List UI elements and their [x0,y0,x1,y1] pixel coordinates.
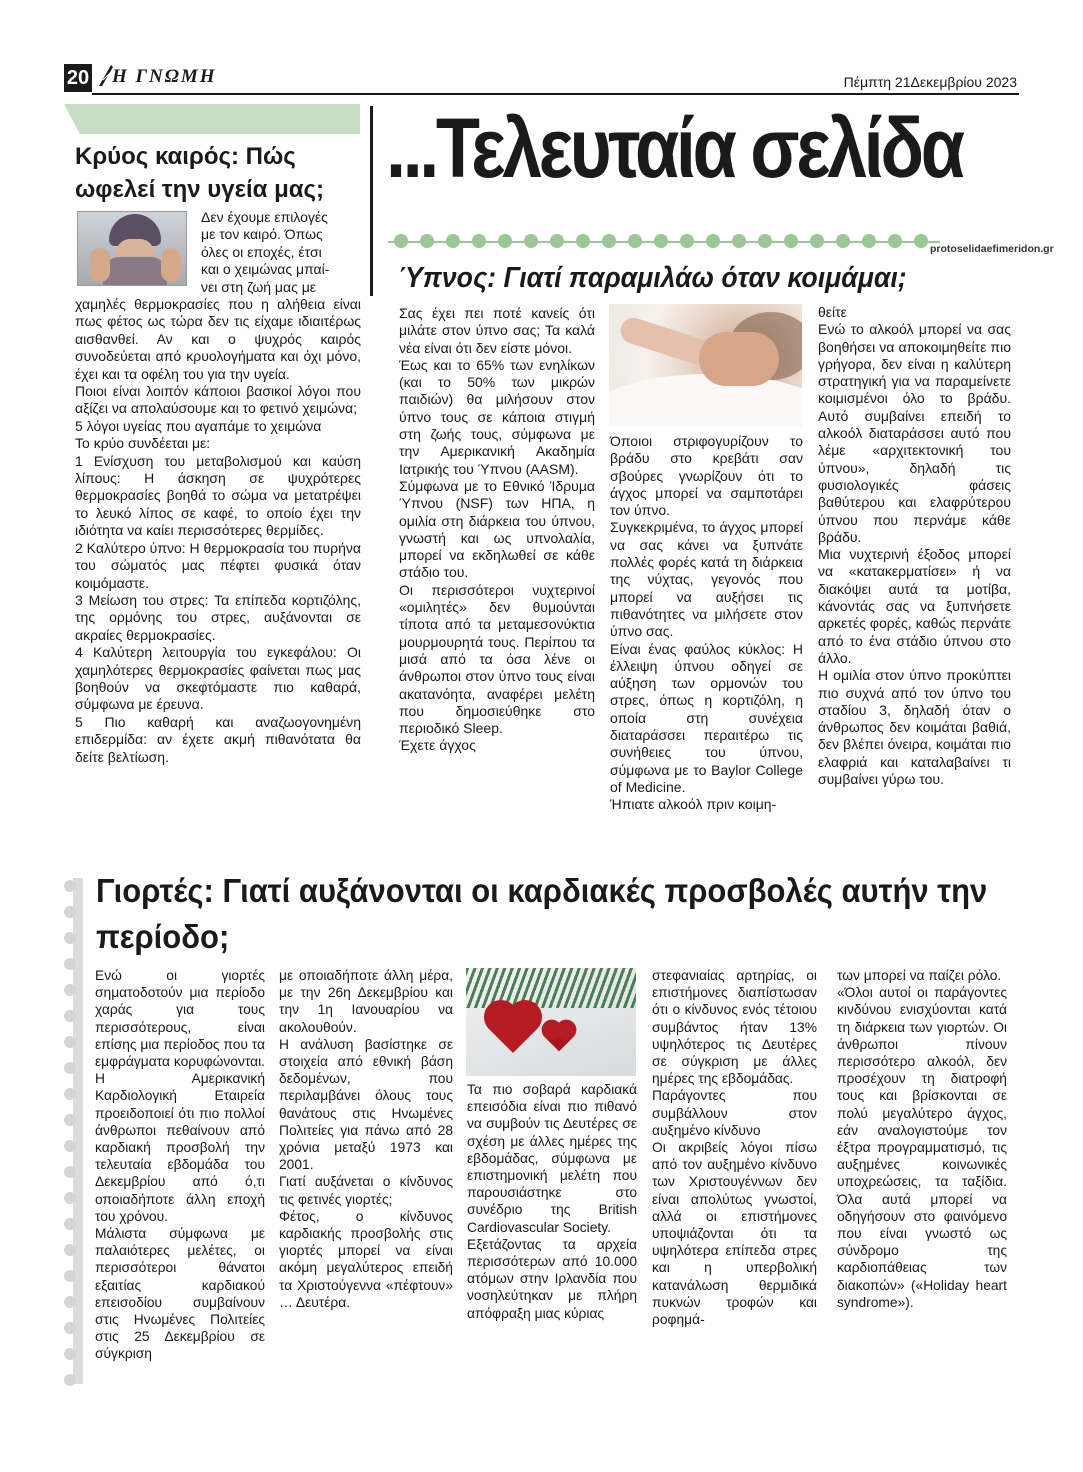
article-heart-col1: Ενώ οι γιορτές σηματοδοτούν μια περίοδο χαράς για τους περισσότερους, είναι επίσης μια περίοδος που τα εμφράγματα κορυφώνονται. Η Αμερικανική Καρδιολογική Εταιρεία προειδοποιεί ότι πιο πολλοί άνθρωποι πεθαίνουν από καρδιακή προσβολή την τελευταία εβδομάδα του Δεκεμβρίου από ό,τι οποιαδήποτε άλλη εποχή του χρόνου. Μάλιστα σύμφωνα με παλαιότερες μελέτες, οι περισσότεροι θάνατοι εξαιτίας καρδιακού επεισοδίου συμβαίνουν στις Ηνωμένες Πολιτείες στις 25 Δεκεμβρίου σε σύγκριση [95,968,265,1362]
article-heart-col5: των μπορεί να παίζει ρόλο. «Όλοι αυτοί οι παράγοντες κινδύνου ενισχύονται κατά τη διάρκεια των γιορτών. Οι άνθρωποι πίνουν περισσότερο αλκοόλ, δεν προσέχουν τη διατροφή τους και βρίσκονται σε πολύ μεγαλύτερο άγχος, εάν αναλογιστούμε τον έξτρα προγραμματισμό, τις αυξημένες κοινωνικές υποχρεώσεις, τα ταξίδια. Όλα αυτά μπορεί να οδηγήσουν στο φαινόμενο που είναι γνωστό ως σύνδρομο της καρδιοπάθειας των διακοπών» («Holiday heart syndrome»). [837,968,1007,1310]
article-sleep-col3: θείτε Ενώ το αλκοόλ μπορεί να σας βοηθήσει να αποκοιμηθείτε πιο γρήγορα, δεν είναι η καλύτερη στρατηγική για να παραμείνετε κοιμισμένοι όλο το βράδυ. Αυτό συμβαίνει επειδή το αλκοόλ διαταράσσει αυτό που λέμε «αρχιτεκτονική του ύπνου», δηλαδή τις φυσιολογικές φάσεις βαθύτερου και ελαφρύτερου ύπνου που περνάμε κάθε βράδυ. Μια νυχτερινή έξοδος μπορεί να «κατακερματίσει» ή να διακόψει αυτά τα μοτίβα, κάνοντάς σας να ξυπνήσετε αρκετές φορές, καθώς περνάτε από το ένα στάδιο ύπνου στο άλλο. Η ομιλία στον ύπνο προκύπτει πιο συχνά από τον ύπνο του σταδίου 3, δηλαδή όταν ο άνθρωπος δεν κοιμάται βαθιά, δεν βλέπει όνειρα, κοιμάται πιο ελαφριά και καταλαβαίνει τι συμβαίνει γύρω του. [818,304,1011,788]
side-decorative-dots [64,880,78,1390]
article-cold-intro: Δεν έχουμε επιλογές με τον καιρό. Όπως όλες οι εποχές, έτσι και ο χειμώνας μπαί- νει στη ζωή μας με [201,209,330,295]
header-rule [92,93,1019,95]
woman-in-winter-hat-photo [77,211,187,286]
article-title-cold: Κρύος καιρός: Πώς ωφελεί την υγεία μας; [75,143,324,203]
article-heart-col2: με οποιαδήποτε άλλη μέρα, με την 26η Δεκεμβρίου και την 1η Ιανουαρίου να ακολουθούν. Η ανάλυση βασίστηκε σε στοιχεία από εθνική βάση δεδομένων, που περιλαμβάνει όλους τους θανάτους στις Ηνωμένες Πολιτείες για πάνω από 28 χρόνια μεταξύ 1973 και 2001. Γιατί αυξάνεται ο κίνδυνος τις φετινές γιορτές; Φέτος, ο κίνδυνος καρδιακής προσβολής στις γιορτές μπορεί να είναι ακόμη μεγαλύτερος επειδή τα Χριστούγεννα «πέφτουν» … Δευτέρα. [279,968,453,1310]
article-heart-col4: στεφανιαίας αρτηρίας, οι επιστήμονες διαπίστωσαν ότι ο κίνδυνος ενός τέτοιου συμβάντος ήταν 13% υψηλότερος τις Δευτέρες σε σύγκριση με άλλες ημέρες της εβδομάδας. Παράγοντες που συμβάλλουν στον αυξημένο κίνδυνο Οι ακριβείς λόγοι πίσω από τον αυξημένο κίνδυνο των Χριστουγέννων δεν είναι απολύτως γνωστοί, αλλά οι επιστήμονες υποψιάζονται ότι τα υψηλότερα επίπεδα στρες και η υπερβολική κατανάλωση θερμιδικά πυκνών τροφών και ροφημά- [652,968,817,1328]
sleeping-woman-photo [609,304,802,427]
article-sleep-col2: Όποιοι στριφογυρίζουν το βράδυ στο κρεβάτι σαν σβούρες γνωρίζουν ότι το άγχος μπορεί να σαμποτάρει τον ύπνο. Συγκεκριμένα, το άγχος μπορεί να σας κάνει να ξυπνάτε πολλές φορές κατά τη διάρκεια της νύχτας, γεγονός που μπορεί να αυξήσει τις πιθανότητες να μιλήσετε στον ύπνο σας. Είναι ένας φαύλος κύκλος: Η έλλειψη ύπνου οδηγεί σε αύξηση των ορμονών του στρες, όπως η κορτιζόλη, η οποία στη συνέχεια διαταράσσει περαιτέρω τις συνήθειες του ύπνου, σύμφωνα με το Baylor College of Medicine. Ήπιατε αλκοόλ πριν κοιμη- [610,433,803,813]
newspaper-logo: Η ΓΝΩΜΗ [112,66,217,87]
article-cold-body: χαμηλές θερμοκρασίες που η αλήθεια είναι πως φέτος ως τώρα δεν τις είχαμε ιδιαιτέρως αισθανθεί. Αν και ο ψυχρός καιρός συνοδεύεται από κρυολογήματα και όχι μόνο, έχει και τα οφέλη του για την υγεία. Ποιοι είναι λοιπόν κάποιοι βασικοί λόγοι που αξίζει να απολαύσουμε και το φετινό χειμώνα; 5 λόγοι υγείας που αγαπάμε το χειμώνα Το κρύο συνδέεται με: 1 Ενίσχυση του μεταβολισμού και καύση λίπους: Η άσκηση σε ψυχρότερες θερμοκρασίες βοηθά το σώμα να μετατρέψει το λευκό λίπος σε καφέ, το οποίο έχει την ιδιότητα να καίει περισσότερες θερμίδες. 2 Καλύτερο ύπνο: Η θερμοκρασία του πυρήνα του σώματός μας πέφτει φυσικά όταν κοιμόμαστε. 3 Μείωση του στρες: Τα επίπεδα κορτιζόλης, της ορμόνης του στρες, αυξάνονται σε ακραίες θερμοκρασίες. 4 Καλύτερη λειτουργία του εγκεφάλου: Οι χαμηλότερες θερμοκρασίες φαίνεται πως μας βοηθούν να σκεφτόμαστε πιο καθαρά, σύμφωνα με έρευνα. 5 Πιο καθαρή και αναζωογονημένη επιδερμίδα: αν έχετε ακμή πιθανότατα θα δείτε βελτίωση. [75,296,362,765]
page-number: 20 [64,64,92,92]
source-watermark: protoselidaefimeridon.gr [930,243,1054,255]
page-section-title: ...Τελευταία σελίδα [386,101,962,195]
article-title-sleep: Ύπνος: Γιατί παραμιλάω όταν κοιμάμαι; [398,262,907,294]
article-title-heart: Γιορτές: Γιατί αυξάνονται οι καρδιακές προσβολές αυτήν την περίοδο; [96,872,988,955]
column-divider [370,106,373,296]
article-sleep-col1: Σας έχει πει ποτέ κανείς ότι μιλάτε στον ύπνο σας; Τα καλά νέα είναι ότι δεν είστε μόνοι. Έως και το 65% των ενηλίκων (και το 50% των μικρών παιδιών) θα μιλήσουν στον ύπνο τους σε κάποια στιγμή στη ζωής τους, σύμφωνα με την Αμερικανική Ακαδημία Ιατρικής του Ύπνου (AASM). Σύμφωνα με το Εθνικό Ίδρυμα Ύπνου (NSF) των ΗΠΑ, η ομιλία στη διάρκεια του ύπνου, γνωστή και ως υπνολαλία, μπορεί να εκδηλωθεί σε κάθε στάδιο του. Οι περισσότεροι νυχτερινοί «ομιλητές» δεν θυμούνται τίποτα από τα μεταμεσονύκτια μουρμουρητά τους. Περίπου τα μισά από τα όσα λένε οι άνθρωποι στον ύπνο τους είναι ακατανόητα, αναφέρει μελέτη που δημοσιεύθηκε στο περιοδικό Sleep. Έχετε άγχος [399,305,595,754]
christmas-heart-ornament-photo [466,968,636,1076]
article-heart-col3: Τα πιο σοβαρά καρδιακά επεισόδια είναι πιο πιθανό να συμβούν τις Δευτέρες σε σχέση με άλλες ημέρες της εβδομάδας, σύμφωνα με επιστημονική μελέτη που παρουσιάστηκε στο συνέδριο της British Cardiovascular Society. Εξετάζοντας τα αρχεία περισσότερων από 10.000 ατόμων στην Ιρλανδία που νοσηλεύτηκαν με πλήρη απόφραξη μιας κύριας [467,1082,637,1321]
decorative-dots [390,230,945,252]
section-accent-bar [64,104,360,134]
issue-date: Πέμπτη 21Δεκεμβρίου 2023 [843,74,1017,90]
